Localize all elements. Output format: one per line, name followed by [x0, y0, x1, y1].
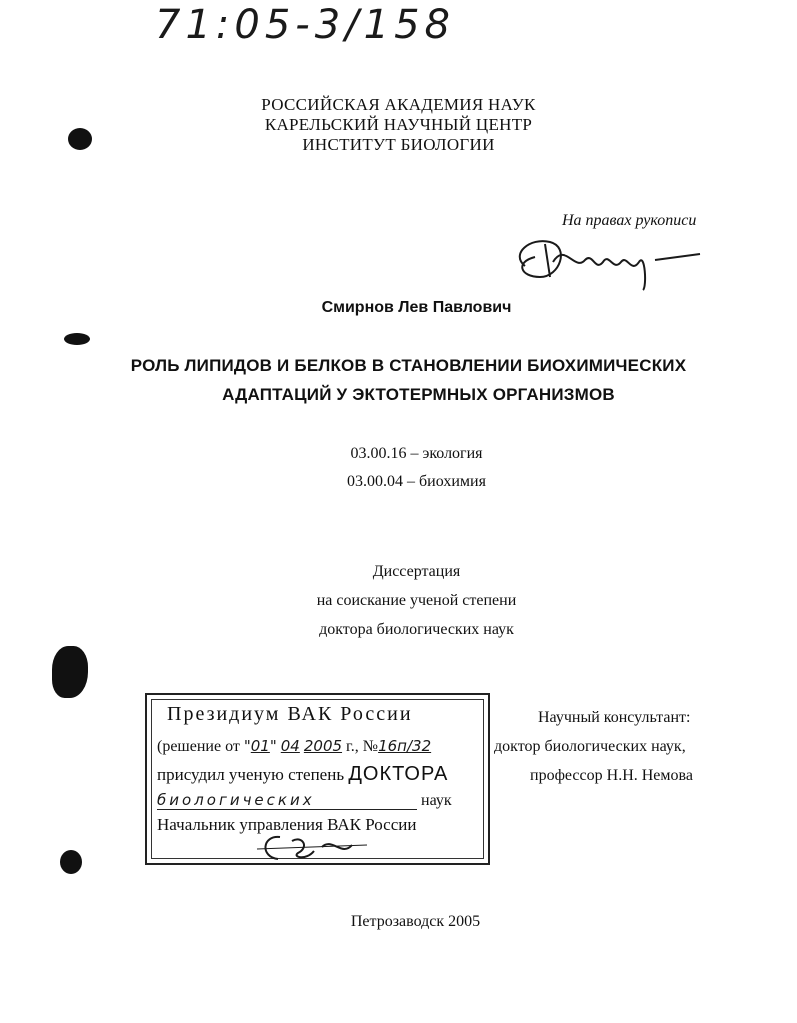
title-line-1: РОЛЬ ЛИПИДОВ И БЕЛКОВ В СТАНОВЛЕНИИ БИОХИМИЧЕСКИХ [130, 356, 687, 375]
specialty-1: 03.00.16 – экология [350, 445, 483, 462]
degree-line-3: доктора биологических наук [319, 621, 514, 638]
stamp-science-line [157, 791, 452, 810]
decision-number: 16п/32 [378, 737, 432, 755]
archive-number: 71:05-3/158 [155, 2, 455, 48]
decision-day: "01" [243, 737, 277, 755]
stamp-header: Президиум ВАК России [167, 703, 413, 725]
ink-blot [60, 850, 82, 874]
decision-prefix: (решение от [157, 738, 240, 755]
ink-blot [64, 333, 90, 345]
stamp-decision-line [157, 737, 431, 756]
decision-suffix: г., № [346, 738, 379, 755]
decision-year: 2005 [303, 737, 343, 755]
science-handwritten: биологических [157, 791, 417, 810]
vak-stamp [145, 693, 490, 865]
degree-line-1: Диссертация [372, 563, 461, 580]
science-suffix: наук [421, 792, 452, 809]
institution-line-3: ИНСТИТУТ БИОЛОГИИ [302, 135, 495, 154]
specialty-2: 03.00.04 – биохимия [347, 473, 486, 490]
consultant-label: Научный консультант: [538, 709, 691, 726]
stamp-awarded-line [157, 763, 448, 786]
decision-day-value: 01 [250, 737, 270, 755]
awarded-prefix: присудил ученую степень [157, 765, 345, 784]
institution-line-2: КАРЕЛЬСКИЙ НАУЧНЫЙ ЦЕНТР [264, 115, 533, 134]
chief-signature [252, 827, 372, 871]
ink-blot [68, 128, 92, 150]
author-name: Смирнов Лев Павлович [321, 299, 512, 316]
consultant-name: профессор Н.Н. Немова [530, 767, 693, 784]
title-line-2: АДАПТАЦИЙ У ЭКТОТЕРМНЫХ ОРГАНИЗМОВ [222, 385, 615, 404]
author-signature [505, 232, 705, 292]
rights-note: На правах рукописи [562, 212, 697, 229]
ink-blot [52, 646, 88, 698]
decision-month: 04 [280, 737, 300, 755]
stamp-chief: Начальник управления ВАК России [157, 815, 417, 834]
institution-line-1: РОССИЙСКАЯ АКАДЕМИЯ НАУК [261, 95, 536, 114]
degree-line-2: на соискание ученой степени [316, 592, 517, 609]
place-year: Петрозаводск 2005 [350, 913, 481, 930]
consultant-degree: доктор биологических наук, [494, 738, 686, 755]
awarded-degree: ДОКТОРА [348, 763, 449, 785]
